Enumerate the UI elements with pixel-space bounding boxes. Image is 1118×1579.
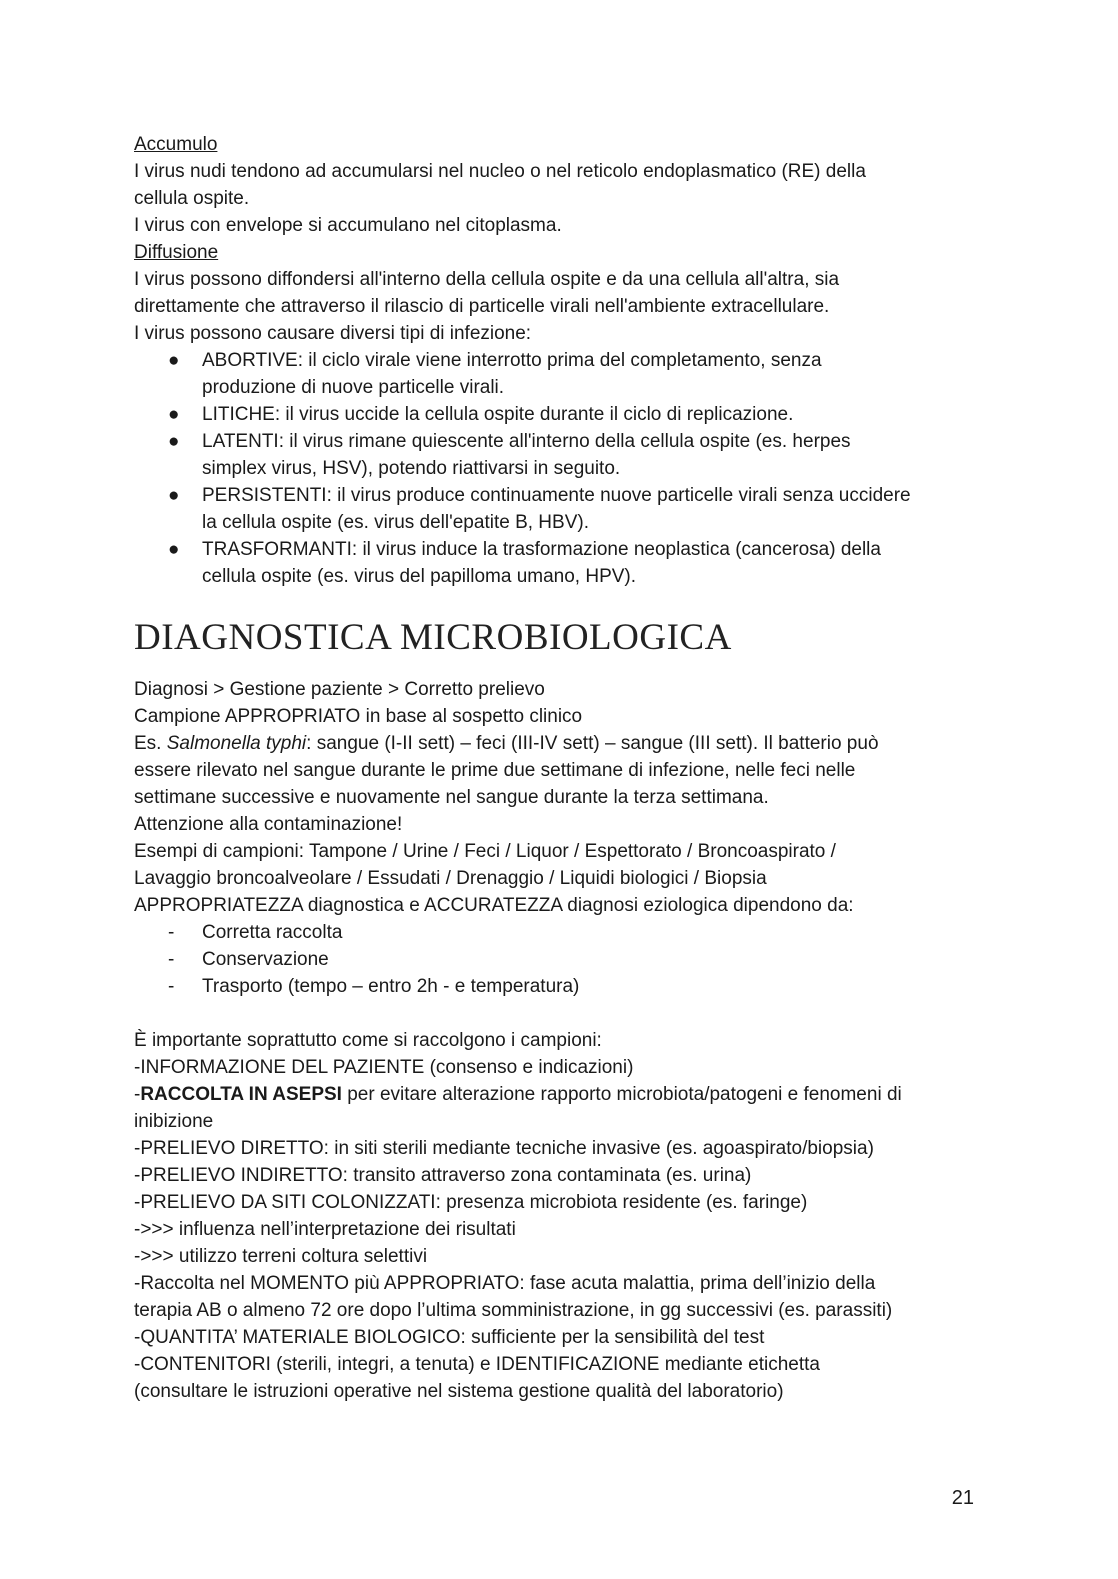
paragraph: (consultare le istruzioni operative nel sistema gestione qualità del laboratorio): [134, 1381, 784, 1402]
dash-icon: -: [168, 922, 175, 943]
paragraph: -PRELIEVO DIRETTO: in siti sterili mediante tecniche invasive (es. agoaspirato/biopsia): [134, 1138, 874, 1159]
section-title: DIAGNOSTICA MICROBIOLOGICA: [134, 617, 732, 658]
paragraph: inibizione: [134, 1111, 214, 1132]
paragraph: -INFORMAZIONE DEL PAZIENTE (consenso e indicazioni): [134, 1057, 634, 1078]
paragraph: I virus con envelope si accumulano nel citoplasma.: [134, 215, 562, 236]
paragraph: essere rilevato nel sangue durante le prime due settimane di infezione, nelle feci nelle: [134, 760, 856, 781]
bullet-icon: ●: [168, 539, 180, 560]
heading-diffusione: Diffusione: [134, 242, 219, 263]
list-item: - Conservazione: [134, 946, 994, 973]
paragraph: -CONTENITORI (sterili, integri, a tenuta) e IDENTIFICAZIONE mediante etichetta: [134, 1354, 820, 1375]
bullet-icon: ●: [168, 404, 180, 425]
paragraph: terapia AB o almeno 72 ore dopo l’ultima somministrazione, in gg successivi (es. parassiti): [134, 1300, 893, 1321]
species-name: Salmonella typhi: [166, 733, 307, 754]
list-item: ● TRASFORMANTI: il virus induce la trasformazione neoplastica (cancerosa) della cellula ospite (es. virus del papilloma umano, HPV).: [134, 536, 994, 590]
list-item: ● LITICHE: il virus uccide la cellula ospite durante il ciclo di replicazione.: [134, 401, 994, 428]
bullet-icon: ●: [168, 431, 180, 452]
paragraph: Esempi di campioni: Tampone / Urine / Feci / Liquor / Espettorato / Broncoaspirato /: [134, 841, 836, 862]
list-item: - Corretta raccolta: [134, 919, 994, 946]
paragraph: Diagnosi > Gestione paziente > Corretto prelievo: [134, 679, 545, 700]
dash-icon: -: [168, 976, 175, 997]
paragraph: I virus possono diffondersi all'interno della cellula ospite e da una cellula all'altra, sia: [134, 269, 840, 290]
list-item: ● LATENTI: il virus rimane quiescente all'interno della cellula ospite (es. herpes simplex virus, HSV), potendo riattivarsi in seguito.: [134, 428, 994, 482]
paragraph: Es. Salmonella typhi: sangue (I-II sett) – feci (III-IV sett) – sangue (III sett). Il batterio può: [134, 733, 879, 754]
paragraph: cellula ospite.: [134, 188, 250, 209]
paragraph: -QUANTITA’ MATERIALE BIOLOGICO: sufficiente per la sensibilità del test: [134, 1327, 765, 1348]
list-item: ● PERSISTENTI: il virus produce continuamente nuove particelle virali senza uccidere la cellula ospite (es. virus dell'epatite B, HBV).: [134, 482, 994, 536]
heading-accumulo: Accumulo: [134, 134, 218, 155]
paragraph: -RACCOLTA IN ASEPSI per evitare alterazione rapporto microbiota/patogeni e fenomeni di: [134, 1084, 902, 1105]
paragraph: Attenzione alla contaminazione!: [134, 814, 403, 835]
list-item: - Trasporto (tempo – entro 2h - e temperatura): [134, 973, 994, 1000]
paragraph: settimane successive e nuovamente nel sangue durante la terza settimana.: [134, 787, 769, 808]
dash-icon: -: [168, 949, 175, 970]
bold-term: RACCOLTA IN ASEPSI: [140, 1084, 342, 1105]
paragraph: Campione APPROPRIATO in base al sospetto clinico: [134, 706, 583, 727]
paragraph: -PRELIEVO INDIRETTO: transito attraverso zona contaminata (es. urina): [134, 1165, 752, 1186]
paragraph: I virus nudi tendono ad accumularsi nel nucleo o nel reticolo endoplasmatico (RE) della: [134, 161, 866, 182]
document-page: [134, 131, 994, 1405]
paragraph: -Raccolta nel MOMENTO più APPROPRIATO: fase acuta malattia, prima dell’inizio della: [134, 1273, 876, 1294]
bullet-icon: ●: [168, 350, 180, 371]
infection-types-list: [134, 347, 994, 590]
paragraph: È importante soprattutto come si raccolgono i campioni:: [134, 1030, 602, 1051]
paragraph: -PRELIEVO DA SITI COLONIZZATI: presenza microbiota residente (es. faringe): [134, 1192, 808, 1213]
paragraph: APPROPRIATEZZA diagnostica e ACCURATEZZA diagnosi eziologica dipendono da:: [134, 895, 854, 916]
page-number: 21: [951, 1487, 974, 1509]
list-item: ● ABORTIVE: il ciclo virale viene interrotto prima del completamento, senza produzione di nuove particelle virali.: [134, 347, 994, 401]
dependencies-list: [134, 919, 994, 1000]
paragraph: ->>> utilizzo terreni coltura selettivi: [134, 1246, 428, 1267]
bullet-icon: ●: [168, 485, 180, 506]
paragraph: Lavaggio broncoalveolare / Essudati / Drenaggio / Liquidi biologici / Biopsia: [134, 868, 767, 889]
paragraph: I virus possono causare diversi tipi di infezione:: [134, 323, 532, 344]
paragraph: ->>> influenza nell’interpretazione dei risultati: [134, 1219, 516, 1240]
paragraph: direttamente che attraverso il rilascio di particelle virali nell'ambiente extracellulare.: [134, 296, 830, 317]
